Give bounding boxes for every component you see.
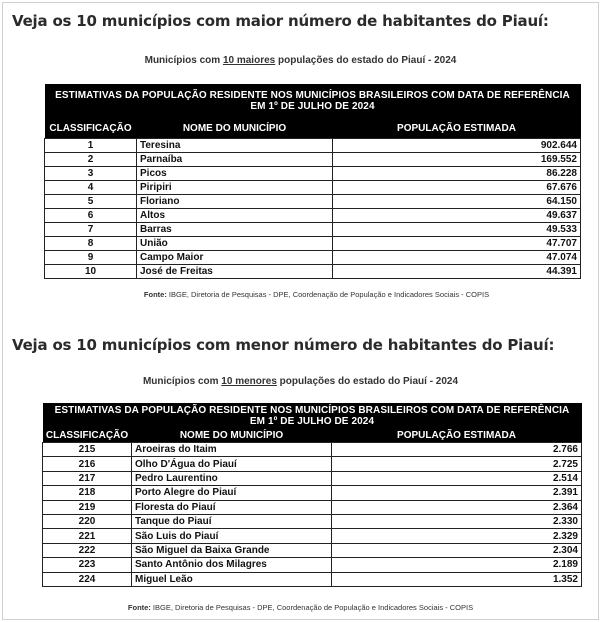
table-row (45, 139, 581, 153)
table-row (43, 558, 582, 572)
table-row (45, 181, 581, 195)
smallest-municipalities-table (42, 403, 582, 587)
subtitle-text-pre: Municípios com (144, 55, 223, 66)
largest-municipalities-table (44, 84, 581, 279)
population-cell: 44.391 (333, 265, 581, 279)
table-row (43, 443, 582, 457)
population-cell: 2.391 (332, 486, 582, 500)
municipality-name-cell: São Miguel da Baixa Grande (132, 543, 332, 557)
municipality-name-cell: Miguel Leão (132, 572, 332, 586)
municipality-name-cell: Teresina (137, 139, 333, 153)
caption-line-2: EM 1º DE JULHO DE 2024 (250, 101, 375, 112)
municipality-name-cell: Floresta do Piauí (132, 500, 332, 514)
source-label: Fonte: (127, 603, 151, 612)
population-cell: 2.725 (332, 457, 582, 471)
population-cell: 2.330 (332, 514, 582, 528)
table-row (43, 572, 582, 586)
table-row (43, 471, 582, 485)
rank-cell: 218 (43, 486, 132, 500)
table-row (45, 251, 581, 265)
column-header-population: POPULAÇÃO ESTIMADA (333, 118, 581, 139)
table-row (43, 486, 582, 500)
table-row (43, 457, 582, 471)
rank-cell: 9 (45, 251, 137, 265)
column-header-name: NOME DO MUNICÍPIO (137, 118, 333, 139)
rank-cell: 223 (43, 558, 132, 572)
population-cell: 902.644 (333, 139, 581, 153)
subtitle-text-underlined: 10 maiores (222, 55, 276, 66)
municipality-name-cell: Piripiri (137, 181, 333, 195)
section-heading-largest: Veja os 10 municípios com maior número de habitantes do Piauí: (12, 12, 549, 30)
population-cell: 2.304 (332, 543, 582, 557)
rank-cell: 4 (45, 181, 137, 195)
caption-line-2: EM 1º DE JULHO DE 2024 (249, 416, 375, 427)
source-note-smallest (0, 603, 601, 612)
table-row (43, 500, 582, 514)
population-cell: 49.637 (333, 209, 581, 223)
rank-cell: 217 (43, 471, 132, 485)
rank-cell: 1 (45, 139, 137, 153)
population-cell: 2.329 (332, 529, 582, 543)
column-header-name: NOME DO MUNICÍPIO (132, 429, 332, 443)
rank-cell: 10 (45, 265, 137, 279)
column-header-rank: CLASSIFICAÇÃO (45, 118, 137, 139)
municipality-name-cell: José de Freitas (137, 265, 333, 279)
municipality-name-cell: Pedro Laurentino (132, 471, 332, 485)
table-row (43, 514, 582, 528)
table-row (43, 529, 582, 543)
subtitle-text-underlined: 10 menores (221, 376, 277, 387)
source-text: IBGE, Diretoria de Pesquisas - DPE, Coordenação de População e Indicadores Sociais - COPIS (166, 290, 490, 299)
rank-cell: 216 (43, 457, 132, 471)
caption-line-1: ESTIMATIVAS DA POPULAÇÃO RESIDENTE NOS MUNICÍPIOS BRASILEIROS COM DATA DE REFERÊNCIA (55, 90, 570, 101)
municipality-name-cell: Santo Antônio dos Milagres (132, 558, 332, 572)
rank-cell: 215 (43, 443, 132, 457)
subtitle-text-post: populações do estado do Piauí - 2024 (275, 55, 457, 66)
table-subtitle-largest (0, 55, 601, 66)
table-caption (43, 403, 582, 429)
rank-cell: 224 (43, 572, 132, 586)
municipality-name-cell: Parnaíba (137, 153, 333, 167)
municipality-name-cell: Barras (137, 223, 333, 237)
section-heading-smallest: Veja os 10 municípios com menor número de habitantes do Piauí: (12, 336, 555, 354)
municipality-name-cell: Aroeiras do Itaim (132, 443, 332, 457)
population-cell: 2.189 (332, 558, 582, 572)
rank-cell: 8 (45, 237, 137, 251)
table-subtitle-smallest (0, 376, 601, 387)
population-cell: 64.150 (333, 195, 581, 209)
table-row (43, 543, 582, 557)
municipality-name-cell: Porto Alegre do Piauí (132, 486, 332, 500)
municipality-name-cell: Tanque do Piauí (132, 514, 332, 528)
table-row (45, 209, 581, 223)
table-row (45, 167, 581, 181)
rank-cell: 3 (45, 167, 137, 181)
source-text: IBGE, Diretoria de Pesquisas - DPE, Coordenação de População e Indicadores Sociais - COPIS (150, 603, 474, 612)
table-row (45, 265, 581, 279)
rank-cell: 6 (45, 209, 137, 223)
population-cell: 47.707 (333, 237, 581, 251)
source-label: Fonte: (143, 290, 167, 299)
column-header-rank: CLASSIFICAÇÃO (43, 429, 132, 443)
rank-cell: 219 (43, 500, 132, 514)
caption-line-1: ESTIMATIVAS DA POPULAÇÃO RESIDENTE NOS MUNICÍPIOS BRASILEIROS COM DATA DE REFERÊNCIA (54, 405, 570, 416)
subtitle-text-pre: Municípios com (142, 376, 222, 387)
population-cell: 67.676 (333, 181, 581, 195)
municipality-name-cell: Floriano (137, 195, 333, 209)
rank-cell: 222 (43, 543, 132, 557)
population-cell: 2.514 (332, 471, 582, 485)
population-cell: 86.228 (333, 167, 581, 181)
population-cell: 1.352 (332, 572, 582, 586)
rank-cell: 5 (45, 195, 137, 209)
rank-cell: 2 (45, 153, 137, 167)
rank-cell: 220 (43, 514, 132, 528)
table-row (45, 153, 581, 167)
municipality-name-cell: São Luis do Piauí (132, 529, 332, 543)
column-header-population: POPULAÇÃO ESTIMADA (332, 429, 582, 443)
population-cell: 49.533 (333, 223, 581, 237)
source-note-largest (16, 290, 601, 299)
municipality-name-cell: Altos (137, 209, 333, 223)
table-caption (45, 84, 581, 118)
table-row (45, 195, 581, 209)
population-cell: 169.552 (333, 153, 581, 167)
population-cell: 2.766 (332, 443, 582, 457)
population-cell: 2.364 (332, 500, 582, 514)
subtitle-text-post: populações do estado do Piauí - 2024 (276, 376, 459, 387)
rank-cell: 221 (43, 529, 132, 543)
table-row (45, 223, 581, 237)
municipality-name-cell: Olho D'Água do Piauí (132, 457, 332, 471)
municipality-name-cell: Campo Maior (137, 251, 333, 265)
rank-cell: 7 (45, 223, 137, 237)
table-row (45, 237, 581, 251)
municipality-name-cell: Picos (137, 167, 333, 181)
population-cell: 47.074 (333, 251, 581, 265)
municipality-name-cell: União (137, 237, 333, 251)
